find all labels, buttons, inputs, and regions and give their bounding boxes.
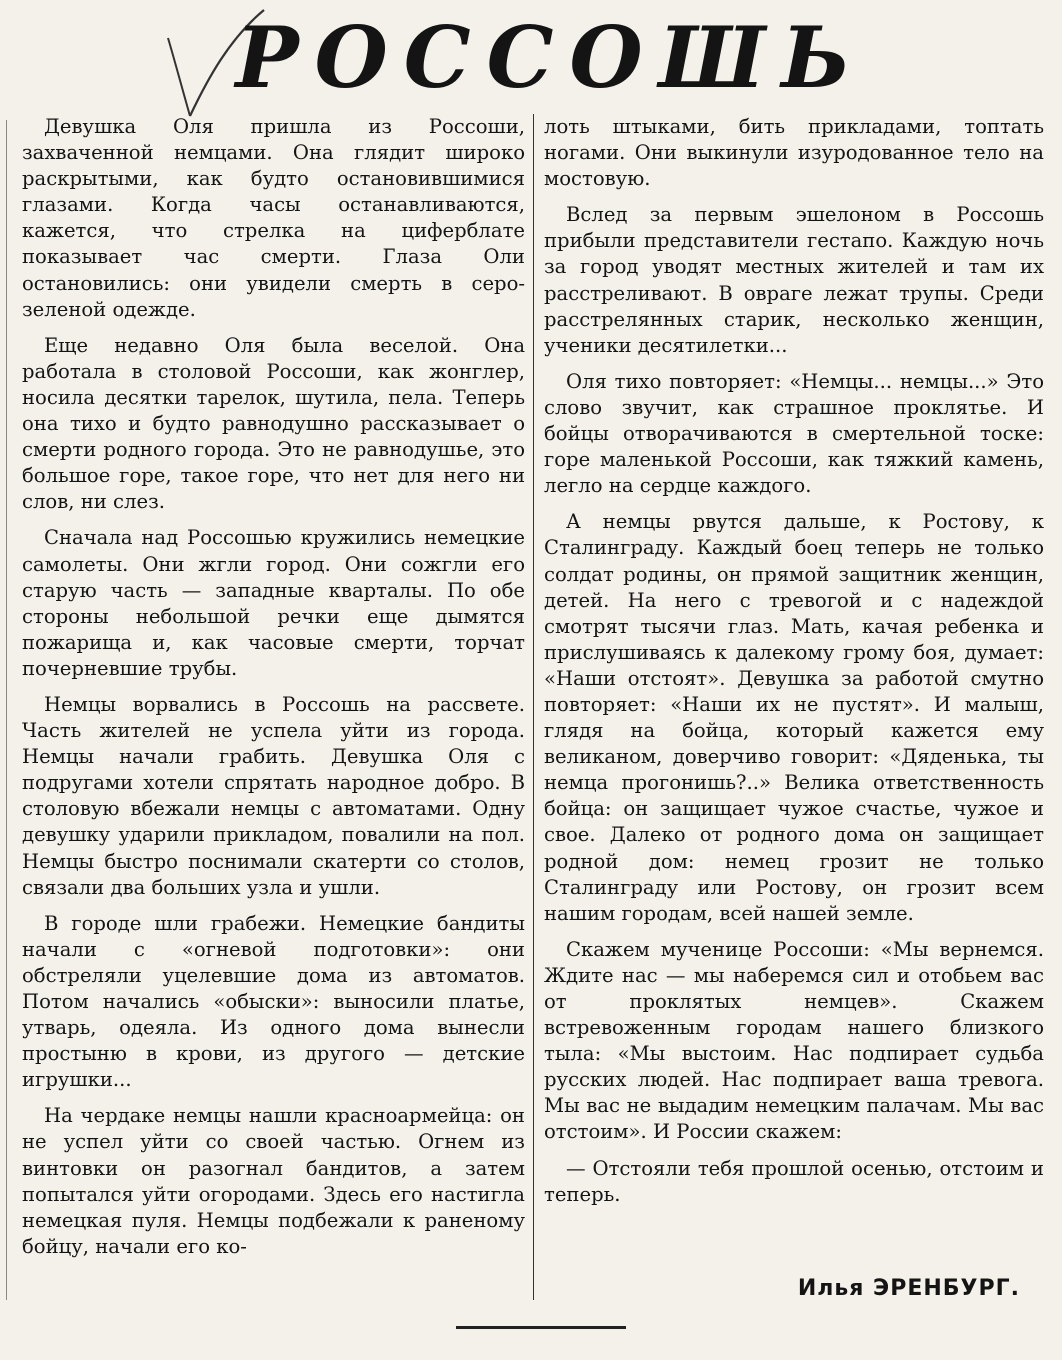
left-column [22, 114, 525, 1270]
paragraph: Скажем мученице Россоши: «Мы вернемся. Ждите нас — мы наберемся сил и отобьем вас от проклятых немцев». Скажем встревоженным городам нашего близкого тыла: «Мы выстоим. Нас подпирает судьба русских людей. Нас подпирает ваша тревога. Мы вас не выдадим немецким палачам. Мы вас отстоим». И России скажем: [544, 937, 1044, 1144]
bottom-separator-rule [456, 1326, 626, 1329]
right-column [544, 114, 1044, 1218]
paragraph: На чердаке немцы нашли красноармейца: он не успел уйти со своей частью. Огнем из винтовки он разогнал бандитов, а затем попытался уйти огородами. Здесь его настигла немецкая пуля. Немцы подбежали к раненому бойцу, начали его ко- [22, 1104, 525, 1258]
column-divider [533, 114, 534, 1300]
paragraph: Немцы ворвались в Россошь на рассвете. Часть жителей не успела уйти из города. Немцы начали грабить. Девушка Оля с подругами хотели спрятать народное добро. В столовую вбежали немцы с автоматами. Одну девушку ударили прикладом, повалили на пол. Немцы быстро поснимали скатерти со столов, связали два больших узла и ушли. [22, 692, 525, 899]
paragraph: В городе шли грабежи. Немецкие бандиты начали с «огневой подготовки»: они обстреляли уцелевшие дома из автоматов. Потом начались «обыски»: выносили платье, утварь, одеяла. Из одного дома вынесли простыню в крови, из другого — детские игрушки... [22, 911, 525, 1092]
paragraph: лоть штыками, бить прикладами, топтать ногами. Они выкинули изуродованное тело на мостовую. [544, 115, 1044, 191]
paragraph: Вслед за первым эшелоном в Россошь прибыли представители гестапо. Каждую ночь за город уводят местных жителей и там их расстреливают. В овраге лежат трупы. Среди расстрелянных старик, несколько женщин, ученики десятилетки... [544, 203, 1044, 357]
paragraph: Сначала над Россошью кружились немецкие самолеты. Они жгли город. Они сожгли его старую часть — западные кварталы. По обе стороны небольшой речки еще дымятся пожарища и, как часовые смерти, торчат почерневшие трубы. [22, 526, 525, 680]
left-margin-rule [6, 120, 7, 1300]
paragraph: Девушка Оля пришла из Россоши, захваченной немцами. Она глядит широко раскрытыми, как будто остановившимися глазами. Когда часы останавливаются, кажется, что стрелка на циферблате показывает час смерти. Глаза Оли остановились: они увидели смерть в серо-зеленой одежде. [22, 115, 525, 321]
paragraph: Еще недавно Оля была веселой. Она работала в столовой Россоши, как жонглер, носила десятки тарелок, шутила, пела. Теперь она тихо и будто равнодушно рассказывает о смерти родного города. Это не равнодушье, это большое горе, такое горе, что нет для него ни слов, ни слез. [22, 333, 525, 514]
article-title: РОССОШЬ [235, 8, 867, 107]
paragraph: Оля тихо повторяет: «Немцы... немцы...» Это слово звучит, как страшное проклятье. И бойцы отворачиваются в смертельной тоске: горе маленькой Россоши, как тяжкий камень, легло на сердце каждого. [544, 369, 1044, 498]
paragraph: — Отстояли тебя прошлой осенью, отстоим и теперь. [544, 1156, 1044, 1206]
author-signature: Илья ЭРЕНБУРГ. [797, 1276, 1020, 1301]
paragraph: А немцы рвутся дальше, к Ростову, к Сталинграду. Каждый боец теперь не только солдат родины, он прямой защитник женщин, детей. На него с тревогой и с надеждой смотрят тысячи глаз. Мать, качая ребенка и прислушиваясь к далекому грому боя, думает: «Наши отстоят». Девушка за работой смутно повторяет: «Наши их не пустят». И малыш, глядя на бойца, который кажется ему великаном, доверчиво говорит: «Дяденька, ты немца прогонишь?..» Велика ответственность бойца: он защищает чужое счастье, чужое и свое. Далеко от родного дома он защищает родной дом: немец грозит не только Сталинграду или Ростову, он грозит всем нашим городам, всей нашей земле. [544, 510, 1044, 925]
